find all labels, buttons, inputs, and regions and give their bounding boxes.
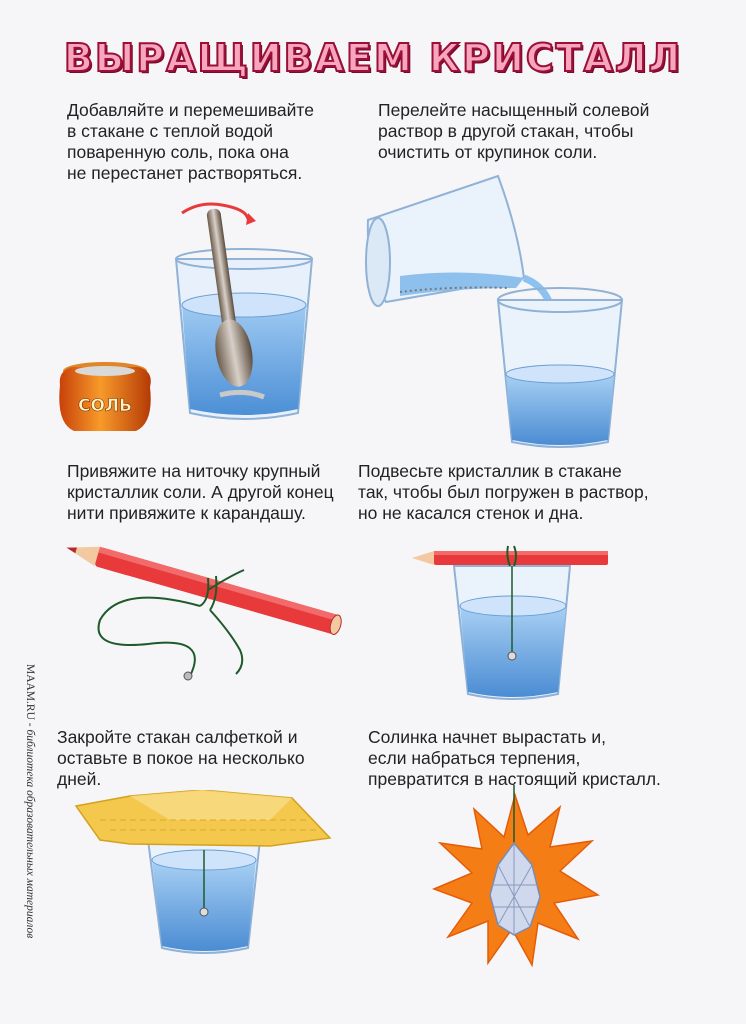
hanging-crystal-illustration xyxy=(410,540,615,705)
page-title: ВЫРАЩИВАЕМ КРИСТАЛЛ xyxy=(63,36,683,80)
pouring-illustration xyxy=(360,170,640,455)
pencil-icon xyxy=(64,540,343,636)
crystal-icon xyxy=(508,652,516,660)
step-5-text: Закройте стакан салфеткой и оставьте в покое на несколько дней. xyxy=(57,727,305,789)
stirring-salt-illustration xyxy=(50,195,330,445)
watermark-caption: - библиотека образовательных материалов xyxy=(24,719,36,939)
step-4-text: Подвесьте кристаллик в стакане так, чтобы был погружен в раствор, но не касался стенок и дна. xyxy=(358,461,649,523)
pencil-thread-illustration xyxy=(60,540,345,690)
salt-jar-label: СОЛЬ xyxy=(77,396,133,416)
thread xyxy=(99,598,200,676)
receiving-glass-icon xyxy=(498,288,622,447)
step-2-text: Перелейте насыщенный солевой раствор в другой стакан, чтобы очистить от крупинок соли. xyxy=(378,100,650,162)
tilted-glass-icon xyxy=(366,176,524,306)
crystal-icon xyxy=(200,908,208,916)
watermark-site: MAAM.RU xyxy=(24,664,36,720)
salt-jar-icon xyxy=(59,362,151,431)
crystal-icon xyxy=(184,672,192,680)
step-3-text: Привяжите на ниточку крупный кристаллик соли. А другой конец нити привяжите к карандашу. xyxy=(67,461,334,523)
step-6-text: Солинка начнет вырастать и, если набраться терпения, превратится в настоящий кристалл. xyxy=(368,727,661,789)
glass-with-spoon-icon xyxy=(176,204,312,419)
glass-icon xyxy=(148,840,260,953)
pencil-icon xyxy=(412,551,608,565)
grown-crystal-illustration xyxy=(430,785,600,975)
side-watermark xyxy=(24,664,36,1004)
step-1-text: Добавляйте и перемешивайте в стакане с теплой водой поваренную соль, пока она не перестанет растворяться. xyxy=(67,100,314,183)
covered-glass-illustration xyxy=(70,790,335,960)
napkin-icon xyxy=(76,790,330,846)
